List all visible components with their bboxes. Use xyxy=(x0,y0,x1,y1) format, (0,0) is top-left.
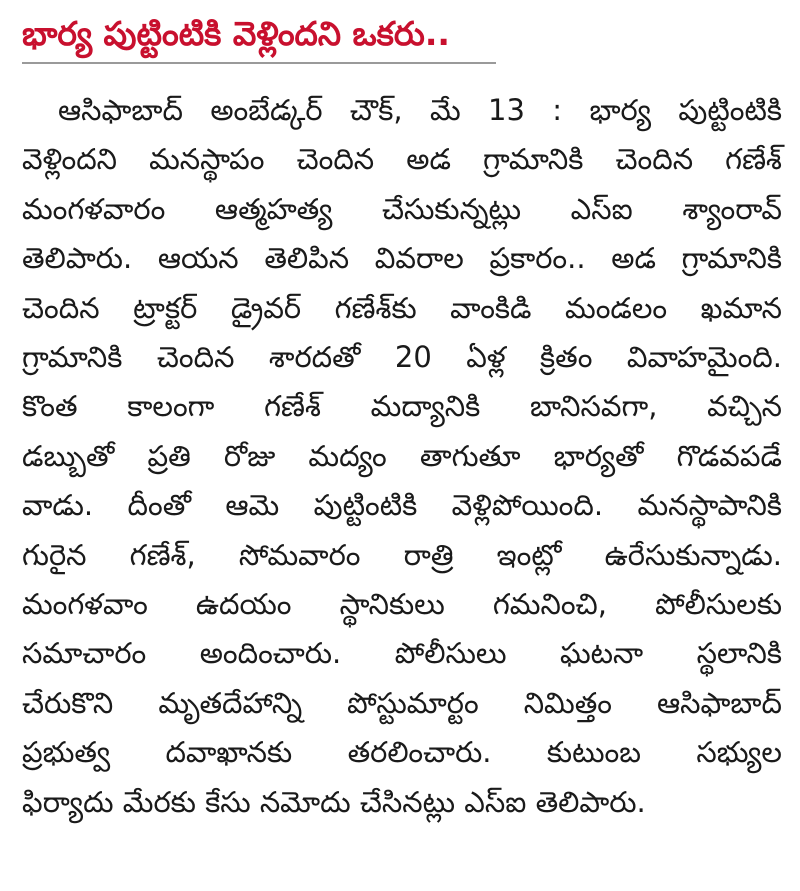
article-line: చెందిన ట్రాక్టర్ డ్రైవర్ గణేశ్‌కు వాంకిడి మండలం ఖమాన xyxy=(22,290,782,325)
article-line: డబ్బుతో ప్రతి రోజు మద్యం తాగుతూ భార్యతో గొడవపడే xyxy=(22,438,782,473)
article-line: చేరుకొని మృతదేహాన్ని పోస్టుమార్టం నిమిత్తం ఆసిఫాబాద్ xyxy=(22,685,782,720)
article-line: సమాచారం అందించారు. పోలీసులు ఘటనా స్థలానికి xyxy=(22,636,782,671)
article-line: ఆసిఫాబాద్ అంబేడ్కర్ చౌక్, మే 13 : భార్య పుట్టింటికి xyxy=(58,93,782,127)
article-line: మంగళవాం ఉదయం స్థానికులు గమనించి, పోలీసులకు xyxy=(22,587,782,622)
article-body xyxy=(22,86,782,827)
article-line: కొంత కాలంగా గణేశ్ మద్యానికి బానిసవగా, వచ్చిన xyxy=(22,389,782,424)
article-line: ఫిర్యాదు మేరకు కేసు నమోదు చేసినట్లు ఎస్ఐ తెలిపారు. xyxy=(22,784,646,819)
article-line: వాడు. దీంతో ఆమె పుట్టింటికి వెళ్లిపోయింది. మనస్థాపానికి xyxy=(22,488,782,523)
article-line: ప్రభుత్వ దవాఖానకు తరలించారు. కుటుంబ సభ్యుల xyxy=(22,735,782,770)
article-line: వెళ్లిందని మనస్థాపం చెందిన అడ గ్రామానికి చెందిన గణేశ్ xyxy=(22,142,782,177)
article-line: గురైన గణేశ్, సోమవారం రాత్రి ఇంట్లో ఉరేసుకున్నాడు. xyxy=(22,537,782,572)
article-line: గ్రామానికి చెందిన శారదతో 20 ఏళ్ల క్రితం వివాహమైంది. xyxy=(22,340,782,375)
article-headline: భార్య పుట్టింటికి వెళ్లిందని ఒకరు.. xyxy=(22,14,450,53)
article-line: మంగళవారం ఆత్మహత్య చేసుకున్నట్లు ఎస్ఐ శ్యాంరావ్ xyxy=(22,191,782,226)
article-line: తెలిపారు. ఆయన తెలిపిన వివరాల ప్రకారం.. అడ గ్రామానికి xyxy=(22,241,782,276)
headline-underline xyxy=(22,62,496,64)
